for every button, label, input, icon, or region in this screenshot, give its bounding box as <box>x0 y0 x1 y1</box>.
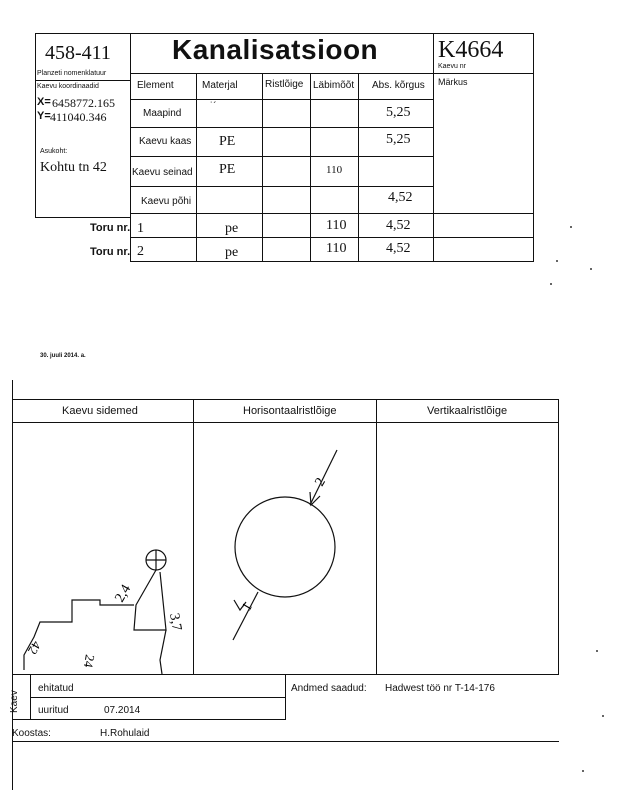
pipe-label: Toru nr. <box>90 222 131 234</box>
column-header-material: Materjal <box>202 80 238 91</box>
y-coordinate: 411040.346 <box>50 110 107 124</box>
row-material: PE <box>219 134 236 149</box>
panel-title-horizontal-section: Horisontaalristlõige <box>243 405 337 417</box>
row-diameter: 110 <box>326 164 343 176</box>
y-label: Y= <box>37 110 51 122</box>
well-number: K4664 <box>438 37 504 63</box>
coords-caption: Kaevu koordinaadid <box>37 83 99 90</box>
row-element: Kaevu seinad <box>132 167 193 178</box>
panel-title-vertical-section: Vertikaalristlõige <box>427 405 508 417</box>
surveyed-label: uuritud <box>38 705 69 716</box>
column-header-section: Ristlõige <box>265 79 304 90</box>
author-value: H.Rohulaid <box>100 728 150 739</box>
source-value: Hadwest töö nr T-14-176 <box>385 683 495 694</box>
pipe-material: pe <box>225 221 239 236</box>
row-height: 5,25 <box>386 105 411 120</box>
pipe-label: Toru nr. <box>90 246 131 258</box>
location-caption: Asukoht: <box>40 148 68 155</box>
x-label: X= <box>37 96 51 108</box>
row-element: Kaevu põhi <box>141 196 192 207</box>
sketch-label-42: 42 <box>24 638 45 658</box>
row-height: 4,52 <box>388 190 413 205</box>
pipe-number: 2 <box>137 244 144 259</box>
pipe-arrow-1 <box>233 592 258 640</box>
built-label: ehitatud <box>38 683 74 694</box>
pipe-diameter: 110 <box>326 218 347 233</box>
row-element: Maapind <box>143 108 182 119</box>
arrow-label-2: 2 <box>312 475 329 489</box>
sketch-label-2-4: 2,4 <box>112 582 135 605</box>
row-element: Kaevu kaas <box>139 136 192 147</box>
location-value: Kohtu tn 42 <box>40 160 107 175</box>
pipe-material: pe <box>225 245 239 260</box>
x-coordinate: 6458772.165 <box>52 96 115 110</box>
arrow-label-1: 1 <box>239 600 256 614</box>
side-label: Kaev <box>9 690 20 713</box>
pipe-height: 4,52 <box>386 218 411 233</box>
map-sheet-caption: Planzeti nomenklatuur <box>37 70 107 77</box>
surveyed-date: 07.2014 <box>104 705 141 716</box>
source-label: Andmed saadud: <box>291 683 367 694</box>
map-sheet-number: 458-411 <box>45 42 111 64</box>
panel-title-connections: Kaevu sidemed <box>62 405 138 417</box>
tick-mark: ˙´ <box>210 101 217 112</box>
author-label: Koostas: <box>12 728 51 739</box>
document-title: Kanalisatsioon <box>172 34 379 65</box>
column-header-height: Abs. kõrgus <box>372 80 425 91</box>
well-number-caption: Kaevu nr <box>438 63 467 70</box>
remarks-label: Märkus <box>438 77 468 87</box>
column-header-diameter: Läbimõõt <box>313 80 355 91</box>
column-header-element: Element <box>137 80 174 91</box>
report-date: 30. juuli 2014. a. <box>40 353 86 359</box>
sketch-label-24: 24 <box>80 653 98 669</box>
pipe-height: 4,52 <box>386 241 411 256</box>
well-circle <box>235 497 335 597</box>
pipe-diameter: 110 <box>326 241 347 256</box>
row-height: 5,25 <box>386 132 411 147</box>
sketch-label-3-7: 3,7 <box>166 612 184 632</box>
pipe-number: 1 <box>137 221 144 236</box>
row-material: PE <box>219 162 236 177</box>
